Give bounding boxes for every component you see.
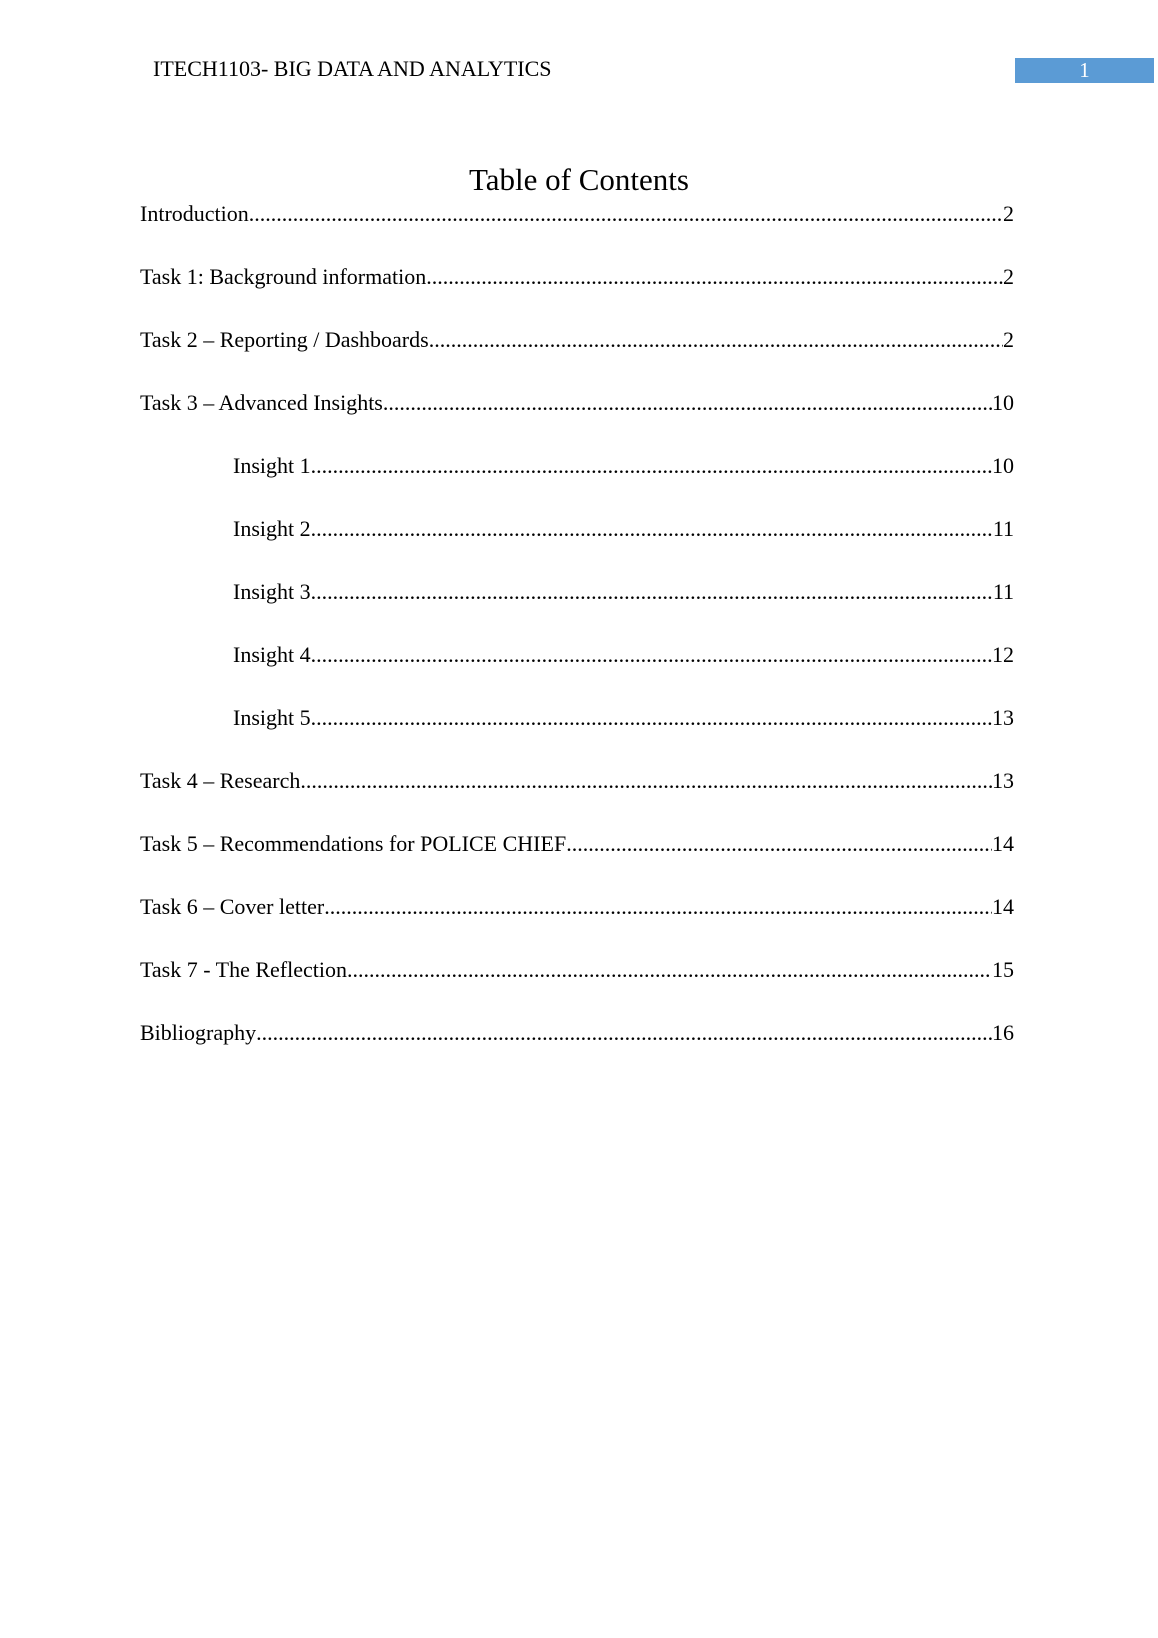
running-header-title: ITECH1103- BIG DATA AND ANALYTICS [153,56,552,81]
toc-entry-page: 15 [992,957,1014,982]
dot-leader [324,892,992,922]
toc-entry-page: 14 [992,831,1014,856]
toc-entry-label[interactable]: Task 6 – Cover letter [140,894,325,919]
page-number-badge: 1 [1015,58,1154,83]
toc-entry-page: 11 [992,579,1014,604]
toc-entry-page: 2 [1003,264,1014,289]
toc-entry[interactable] [140,955,1014,1018]
toc-entry-page: 11 [992,516,1014,541]
dot-leader [311,451,992,481]
toc-subentry[interactable] [140,451,1014,514]
toc-entry[interactable] [140,766,1014,829]
toc-entry-label[interactable]: Introduction [140,201,249,226]
toc-entry[interactable] [140,262,1014,325]
toc-entry-page: 2 [1003,327,1014,352]
toc-entry[interactable] [140,325,1014,388]
dot-leader [311,703,992,733]
toc-subentry[interactable] [140,640,1014,703]
toc-entry[interactable] [140,388,1014,451]
dot-leader [347,955,992,985]
dot-leader [311,514,993,544]
dot-leader [429,325,1003,355]
toc-entry[interactable] [140,892,1014,955]
dot-leader [566,829,992,859]
toc-entry-label[interactable]: Task 1: Background information [140,264,427,289]
toc-entry-label[interactable]: Insight 2 [233,516,311,541]
toc-entry[interactable] [140,829,1014,892]
toc-entry[interactable] [140,199,1014,262]
toc-entry-page: 13 [992,768,1014,793]
toc-list [140,199,1014,1081]
toc-entry-label[interactable]: Insight 5 [233,705,311,730]
toc-entry-label[interactable]: Bibliography [140,1020,257,1045]
toc-entry-label[interactable]: Task 7 - The Reflection [140,957,347,982]
toc-entry-label[interactable]: Task 2 – Reporting / Dashboards [140,327,429,352]
toc-entry-page: 14 [992,894,1014,919]
dot-leader [311,640,992,670]
toc-entry-page: 12 [992,642,1014,667]
toc-entry-label[interactable]: Insight 1 [233,453,311,478]
toc-entry-page: 2 [1003,201,1014,226]
toc-entry-label[interactable]: Insight 4 [233,642,311,667]
dot-leader [249,199,1003,229]
dot-leader [300,766,992,796]
toc-entry[interactable] [140,1018,1014,1081]
toc-subentry[interactable] [140,514,1014,577]
dot-leader [311,577,993,607]
toc-entry-page: 16 [992,1020,1014,1045]
toc-subentry[interactable] [140,703,1014,766]
dot-leader [426,262,1003,292]
toc-entry-page: 10 [992,390,1014,415]
toc-entry-page: 10 [992,453,1014,478]
toc-entry-page: 13 [992,705,1014,730]
dot-leader [256,1018,992,1048]
dot-leader [383,388,992,418]
toc-heading: Table of Contents [469,162,689,197]
toc-subentry[interactable] [140,577,1014,640]
toc-entry-label[interactable]: Task 5 – Recommendations for POLICE CHIEF [140,831,567,856]
toc-entry-label[interactable]: Task 4 – Research [140,768,301,793]
toc-entry-label[interactable]: Insight 3 [233,579,311,604]
toc-entry-label[interactable]: Task 3 – Advanced Insights [140,390,383,415]
